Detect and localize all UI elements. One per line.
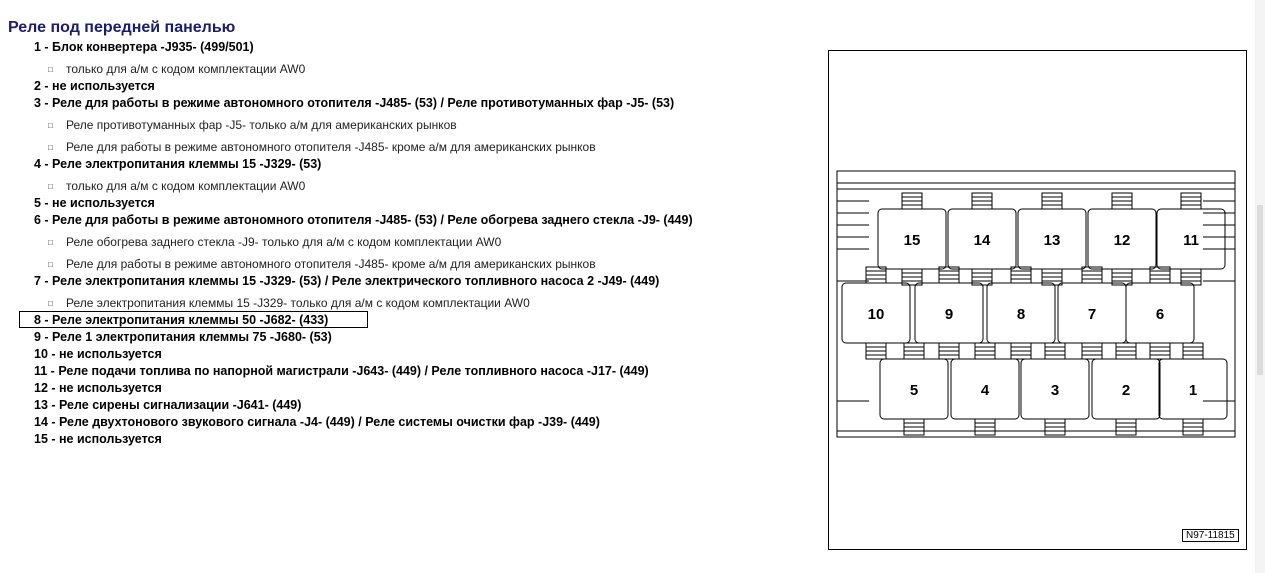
page-title: Реле под передней панелью — [8, 19, 236, 36]
bullet-icon: □ — [48, 121, 53, 130]
relay-panel-figure — [828, 50, 1247, 550]
selection-highlight — [19, 311, 368, 328]
relay-number: 14 — [973, 232, 991, 249]
relay-number: 9 — [944, 306, 954, 323]
relay-number: 1 — [1188, 382, 1198, 399]
relay-number: 6 — [1155, 306, 1165, 323]
relay-item: 15 - не используется — [34, 432, 162, 446]
relay-number: 12 — [1113, 232, 1131, 249]
relay-item-note-text: Реле для работы в режиме автономного отопителя -J485- кроме а/м для американских рынков — [66, 140, 596, 154]
relay-item-note — [48, 296, 530, 310]
relay-item: 10 - не используется — [34, 347, 162, 361]
relay-item-note — [48, 179, 305, 193]
relay-number: 11 — [1183, 232, 1199, 249]
relay-number: 4 — [980, 382, 990, 399]
relay-panel-diagram — [829, 51, 1246, 549]
relay-number: 5 — [909, 382, 919, 399]
bullet-icon: □ — [48, 260, 53, 269]
bullet-icon: □ — [48, 182, 53, 191]
relay-item-note — [48, 118, 457, 132]
relay-item-note-text: Реле для работы в режиме автономного отопителя -J485- кроме а/м для американских рынков — [66, 257, 596, 271]
relay-item: 14 - Реле двухтонового звукового сигнала -J4- (449) / Реле системы очистки фар -J39- (449) — [34, 415, 600, 429]
relay-item: 2 - не используется — [34, 79, 155, 93]
relay-item-note-text: Реле обогрева заднего стекла -J9- только для а/м с кодом комплектации AW0 — [66, 235, 502, 249]
relay-item-note-text: Реле электропитания клеммы 15 -J329- только для а/м с кодом комплектации AW0 — [66, 296, 530, 310]
scrollbar-thumb[interactable] — [1257, 205, 1263, 375]
relay-number: 3 — [1050, 382, 1060, 399]
relay-item-note — [48, 62, 305, 76]
relay-item: 9 - Реле 1 электропитания клеммы 75 -J680- (53) — [34, 330, 332, 344]
relay-item-note-text: Реле противотуманных фар -J5- только а/м для американских рынков — [66, 118, 457, 132]
relay-item: 3 - Реле для работы в режиме автономного отопителя -J485- (53) / Реле противотуманных фар -J5- (53) — [34, 96, 675, 110]
bullet-icon: □ — [48, 143, 53, 152]
relay-item-note-text: только для а/м с кодом комплектации AW0 — [66, 62, 306, 76]
relay-item-note-text: только для а/м с кодом комплектации AW0 — [66, 179, 306, 193]
relay-item: 5 - не используется — [34, 196, 155, 210]
relay-item-note — [48, 257, 596, 271]
relay-number: 8 — [1016, 306, 1026, 323]
relay-item: 4 - Реле электропитания клеммы 15 -J329- (53) — [34, 157, 322, 171]
relay-item: 12 - не используется — [34, 381, 162, 395]
relay-number: 10 — [867, 306, 885, 323]
relay-item: 1 - Блок конвертера -J935- (499/501) — [34, 40, 254, 54]
panel-outline — [837, 171, 1235, 437]
relay-item: 7 - Реле электропитания клеммы 15 -J329- (53) / Реле электрического топливного насоса 2 -J49- (449) — [34, 274, 660, 288]
relay-item: 6 - Реле для работы в режиме автономного отопителя -J485- (53) / Реле обогрева заднего стекла -J9- (449) — [34, 213, 693, 227]
relay-number: 2 — [1121, 382, 1131, 399]
figure-reference: N97-11815 — [1182, 529, 1239, 542]
relay-number: 7 — [1087, 306, 1097, 323]
relay-item-note — [48, 140, 596, 154]
relay-number: 13 — [1043, 232, 1061, 249]
relay-item: 13 - Реле сирены сигнализации -J641- (449) — [34, 398, 302, 412]
bullet-icon: □ — [48, 299, 53, 308]
relay-item-note — [48, 235, 501, 249]
relay-item: 8 - Реле электропитания клеммы 50 -J682- (433) — [34, 313, 329, 327]
relay-number: 15 — [903, 232, 921, 249]
bullet-icon: □ — [48, 65, 53, 74]
relay-item: 11 - Реле подачи топлива по напорной магистрали -J643- (449) / Реле топливного насоса -J17- (449) — [34, 364, 649, 378]
bullet-icon: □ — [48, 238, 53, 247]
